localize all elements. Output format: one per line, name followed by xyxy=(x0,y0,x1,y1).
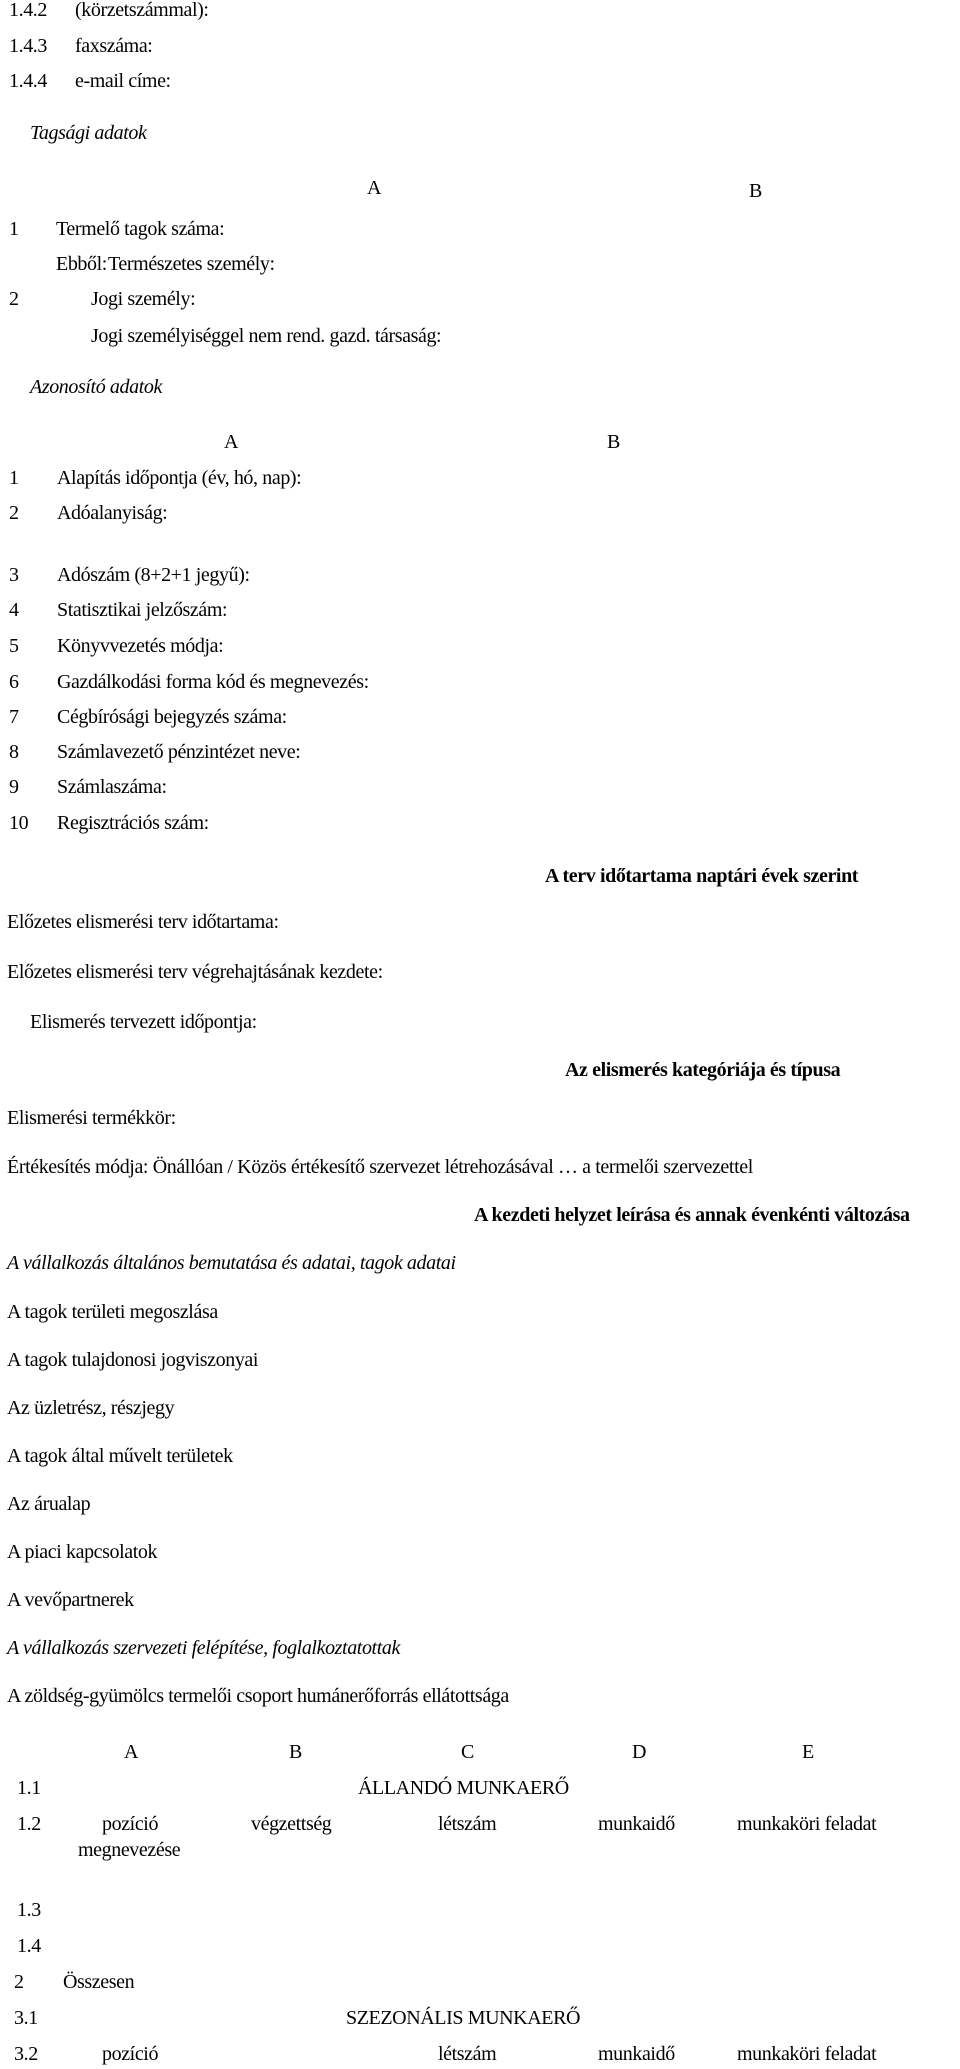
hr-row-1-2-num: 1.2 xyxy=(17,1813,41,1835)
hr-cell-headcount: létszám xyxy=(438,1813,497,1835)
identification-row-9-num: 9 xyxy=(9,776,19,798)
identification-row-7-num: 7 xyxy=(9,706,19,728)
membership-legal-person: Jogi személy: xyxy=(91,288,196,310)
company-item: A tagok területi megoszlása xyxy=(7,1301,218,1323)
company-heading: A vállalkozás általános bemutatása és adatai, tagok adatai xyxy=(7,1252,456,1274)
plan-category-header: Az elismerés kategóriája és típusa xyxy=(565,1059,841,1081)
hr-row-1-1-num: 1.1 xyxy=(17,1777,41,1799)
identification-row-10-num: 10 xyxy=(9,812,29,834)
membership-col-b: B xyxy=(749,180,762,202)
company-item: A piaci kapcsolatok xyxy=(7,1541,158,1563)
identification-col-b: B xyxy=(607,431,620,453)
company-item: A tagok által művelt területek xyxy=(7,1445,233,1467)
identification-row-1-label: Alapítás időpontja (év, hó, nap): xyxy=(57,467,302,489)
hr-permanent-title: ÁLLANDÓ MUNKAERŐ xyxy=(358,1777,569,1799)
hr-cell-duty: munkaköri feladat xyxy=(737,2043,877,2065)
contact-3-label: e-mail címe: xyxy=(75,70,171,92)
identification-row-6-label: Gazdálkodási forma kód és megnevezés: xyxy=(57,671,369,693)
company-item: A tagok tulajdonosi jogviszonyai xyxy=(7,1349,259,1371)
membership-row-2-num: 2 xyxy=(9,288,19,310)
identification-row-3-num: 3 xyxy=(9,564,19,586)
company-item: Az árualap xyxy=(7,1493,91,1515)
plan-start-label: Előzetes elismerési terv végrehajtásának kezdete: xyxy=(7,961,383,983)
identification-col-a: A xyxy=(224,431,239,453)
organization-heading: A vállalkozás szervezeti felépítése, foglalkoztatottak xyxy=(7,1637,400,1659)
identification-row-4-label: Statisztikai jelzőszám: xyxy=(57,599,228,621)
identification-row-10-label: Regisztrációs szám: xyxy=(57,812,209,834)
hr-seasonal-title: SZEZONÁLIS MUNKAERŐ xyxy=(346,2007,581,2029)
hr-cell-duty: munkaköri feladat xyxy=(737,1813,877,1835)
plan-duration-header: A terv időtartama naptári évek szerint xyxy=(545,865,859,887)
plan-sales-label: Értékesítés módja: Önállóan / Közös értékesítő szervezet létrehozásával … a termelői szervezettel xyxy=(7,1156,753,1178)
membership-partnership: Jogi személyiséggel nem rend. gazd. társaság: xyxy=(91,325,442,347)
contact-3-num: 1.4.4 xyxy=(9,70,48,92)
hr-row-1-3-num: 1.3 xyxy=(17,1899,41,1921)
hr-cell-position: pozíció xyxy=(102,1813,159,1835)
identification-row-8-num: 8 xyxy=(9,741,19,763)
hr-col-e: E xyxy=(802,1741,814,1763)
identification-row-5-num: 5 xyxy=(9,635,19,657)
hr-col-d: D xyxy=(632,1741,647,1763)
hr-col-a: A xyxy=(124,1741,139,1763)
identification-row-2-label: Adóalanyiság: xyxy=(57,502,168,524)
membership-col-a: A xyxy=(367,177,382,199)
hr-cell-worktime: munkaidő xyxy=(598,2043,675,2065)
membership-natural-person: Természetes személy: xyxy=(108,253,275,275)
membership-row-1-label: Termelő tagok száma: xyxy=(56,218,225,240)
plan-initial-header: A kezdeti helyzet leírása és annak évenkénti változása xyxy=(474,1204,910,1226)
hr-cell-position: pozíció xyxy=(102,2043,159,2065)
membership-ebbol: Ebből: xyxy=(56,253,107,275)
identification-row-9-label: Számlaszáma: xyxy=(57,776,167,798)
plan-duration-label: Előzetes elismerési terv időtartama: xyxy=(7,911,279,933)
identification-row-7-label: Cégbírósági bejegyzés száma: xyxy=(57,706,287,728)
company-item: Az üzletrész, részjegy xyxy=(7,1397,175,1419)
membership-row-1-num: 1 xyxy=(9,218,19,240)
identification-row-3-label: Adószám (8+2+1 jegyű): xyxy=(57,564,250,586)
identification-row-5-label: Könyvvezetés módja: xyxy=(57,635,224,657)
hr-cell-worktime: munkaidő xyxy=(598,1813,675,1835)
identification-row-2-num: 2 xyxy=(9,502,19,524)
hr-row-3-2-num: 3.2 xyxy=(14,2043,38,2065)
contact-2-num: 1.4.3 xyxy=(9,35,48,57)
identification-row-6-num: 6 xyxy=(9,671,19,693)
identification-heading: Azonosító adatok xyxy=(30,376,162,398)
hr-cell-education: végzettség xyxy=(251,1813,332,1835)
hr-total-label: Összesen xyxy=(63,1971,135,1993)
contact-1-label: (körzetszámmal): xyxy=(75,0,209,21)
contact-2-label: faxszáma: xyxy=(75,35,153,57)
hr-cell-position-cont: megnevezése xyxy=(78,1839,181,1861)
hr-cell-headcount: létszám xyxy=(438,2043,497,2065)
identification-row-4-num: 4 xyxy=(9,599,19,621)
hr-title: A zöldség-gyümölcs termelői csoport humánerőforrás ellátottsága xyxy=(7,1685,509,1707)
identification-row-1-num: 1 xyxy=(9,467,19,489)
plan-product-label: Elismerési termékkör: xyxy=(7,1107,176,1129)
hr-col-c: C xyxy=(461,1741,474,1763)
hr-row-1-4-num: 1.4 xyxy=(17,1935,41,1957)
contact-1-num: 1.4.2 xyxy=(9,0,48,21)
identification-row-8-label: Számlavezető pénzintézet neve: xyxy=(57,741,301,763)
plan-planned-date-label: Elismerés tervezett időpontja: xyxy=(30,1011,257,1033)
hr-col-b: B xyxy=(289,1741,302,1763)
membership-heading: Tagsági adatok xyxy=(30,122,147,144)
company-item: A vevőpartnerek xyxy=(7,1589,134,1611)
hr-row-3-1-num: 3.1 xyxy=(14,2007,38,2029)
hr-row-2-num: 2 xyxy=(14,1971,24,1993)
